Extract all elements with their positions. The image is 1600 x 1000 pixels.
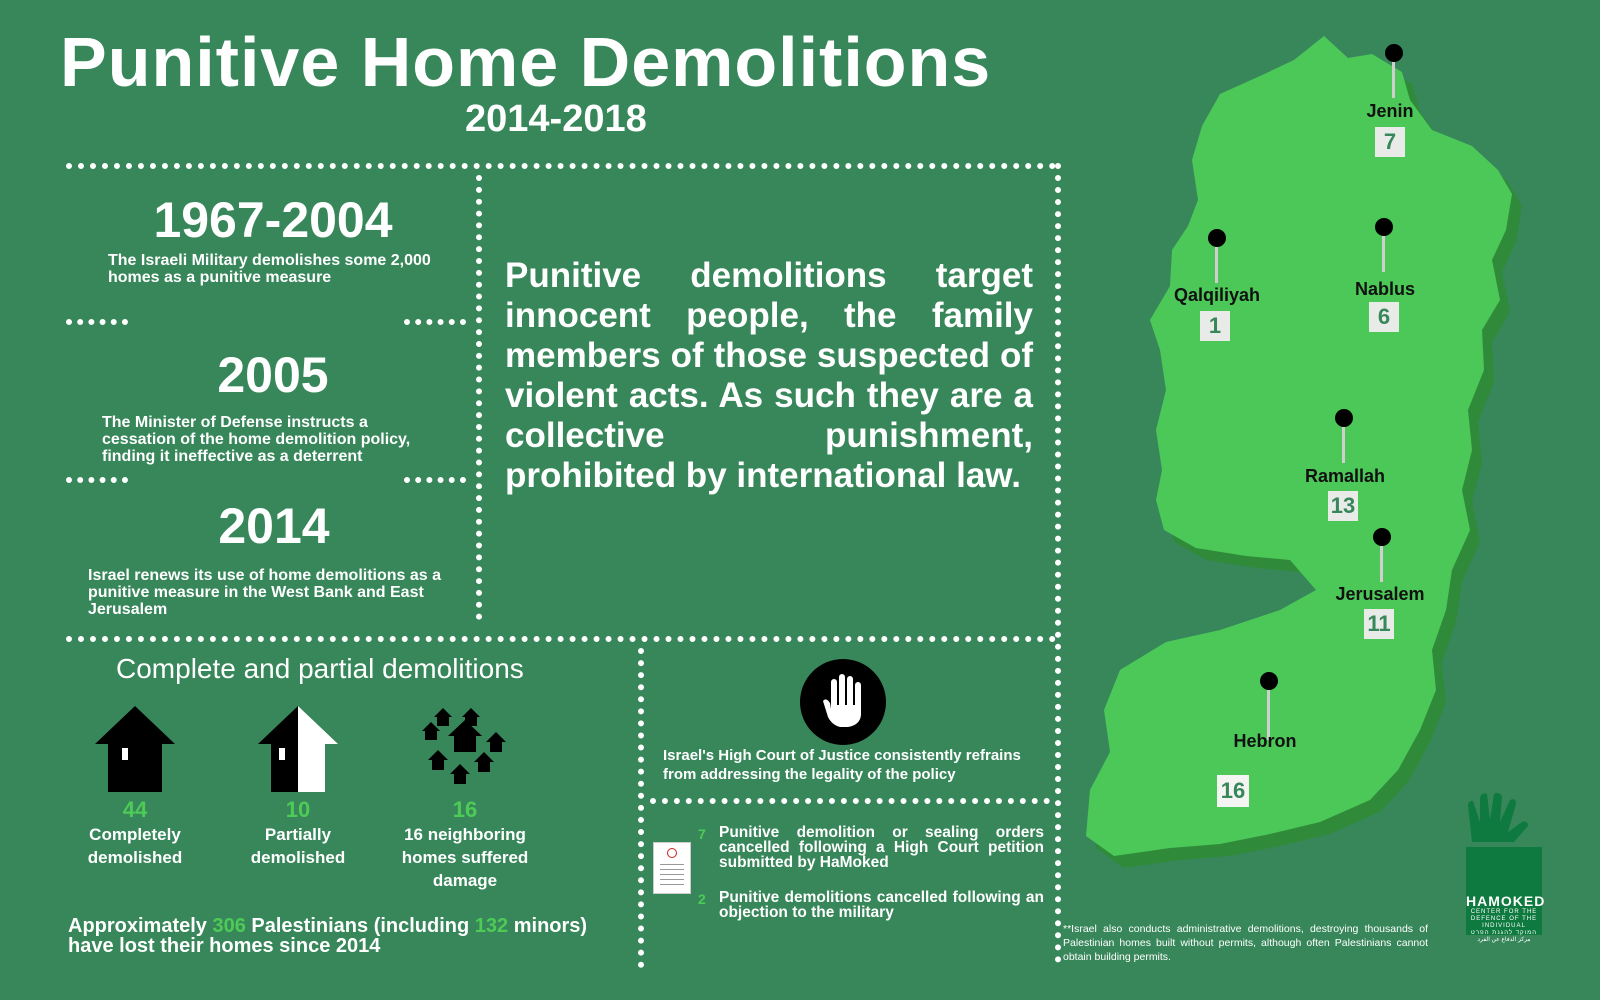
order-text: Punitive demolitions cancelled following an objection to the military (719, 889, 1044, 921)
stop-hand-icon (800, 659, 886, 745)
summary-text: Palestinians (including (245, 915, 475, 937)
document-icon (653, 842, 691, 894)
timeline-text: Israel renews its use of home demolitions as a punitive measure in the West Bank and East Jerusalem (88, 567, 442, 618)
stat-number: 16 (452, 797, 478, 822)
summary-minors: 132 (474, 915, 509, 937)
city-label: Ramallah (1304, 466, 1386, 486)
divider-timeline (476, 175, 482, 620)
pin-icon (1335, 409, 1353, 427)
house-icon (80, 706, 190, 792)
timeline-item (102, 348, 444, 465)
timeline-year: 2005 (217, 347, 329, 403)
city-count: 7 (1375, 127, 1405, 157)
timeline-text: The Israeli Military demolishes some 2,000 homes as a punitive measure (108, 252, 431, 286)
stat-complete (80, 706, 190, 869)
page-title: Punitive Home Demolitions (60, 23, 992, 101)
city-label: Jenin (1366, 101, 1414, 121)
map-pin (1375, 218, 1405, 272)
map-pin (1335, 409, 1365, 463)
timeline-text: The Minister of Defense instructs a cessation of the home demolition policy, finding it ineffective as a deterrent (102, 414, 411, 465)
stat-neighboring (398, 706, 532, 892)
map-pin (1385, 44, 1415, 98)
pin-icon (1373, 528, 1391, 546)
city-count: 6 (1369, 302, 1399, 332)
summary-palestinians: 306 (212, 915, 246, 937)
order-text: Punitive demolition or sealing orders cancelled following a High Court petition submitted by HaMoked (719, 824, 1044, 871)
map-pin (1208, 229, 1238, 283)
logo-hebrew: המוקד להגנת הפרט (1470, 930, 1538, 936)
hamoked-logo (1466, 792, 1546, 943)
demolitions-title: Complete and partial demolitions (116, 653, 524, 684)
divider-bottom (638, 648, 644, 968)
map-pin (1373, 528, 1403, 582)
logo-arabic: مركز الدفاع عن الفرد (1477, 937, 1531, 943)
logo-tagline: CENTER FOR THE DEFENCE OF THE INDIVIDUAL (1470, 909, 1538, 929)
city-label: Qalqiliyah (1173, 285, 1261, 305)
city-count: 13 (1328, 491, 1358, 521)
timeline-item (88, 499, 460, 618)
page-subtitle: 2014-2018 (465, 98, 647, 140)
stat-partial (243, 706, 353, 869)
city-label: Nablus (1354, 279, 1415, 299)
divider-tl-2a (66, 477, 128, 483)
footnote: **Israel also conducts administrative demolitions, destroying thousands of Palestinian homes built without permits, although often Palestinians cannot obtain building permits. (1063, 923, 1428, 963)
logo-name: HAMOKED (1466, 893, 1546, 909)
divider-tl-2b (404, 477, 466, 483)
divider-top (66, 163, 1056, 169)
house-cluster-icon (398, 706, 532, 792)
stat-label: 16 neighboring homes suffered damage (401, 825, 529, 890)
city-count: 11 (1364, 609, 1394, 639)
summary-note (68, 916, 587, 956)
stat-number: 44 (122, 797, 148, 822)
city-label: Jerusalem (1335, 584, 1425, 604)
hand-logo-icon (1466, 792, 1542, 844)
city-count: 1 (1200, 311, 1230, 341)
summary-text: have lost their homes since 2014 (68, 935, 381, 957)
divider-right (1055, 163, 1061, 963)
pin-icon (1260, 672, 1278, 690)
divider-court (650, 798, 1050, 804)
divider-tl-1b (404, 319, 466, 325)
map-pin (1260, 672, 1290, 740)
divider-tl-1a (66, 319, 128, 325)
timeline-year: 2014 (218, 498, 330, 554)
pin-icon (1385, 44, 1403, 62)
summary-text: Approximately (68, 915, 213, 937)
divider-middle (66, 636, 1056, 642)
city-count: 16 (1217, 775, 1249, 807)
order-number: 2 (698, 891, 706, 907)
stat-number: 10 (285, 797, 311, 822)
west-bank-map (1080, 30, 1550, 890)
timeline-year: 1967-2004 (153, 192, 393, 248)
city-label: Hebron (1233, 731, 1297, 751)
stat-label: Completely demolished (87, 825, 183, 867)
order-number: 7 (698, 826, 706, 842)
summary-text: minors) (508, 915, 588, 937)
pin-icon (1208, 229, 1226, 247)
main-quote: Punitive demolitions target innocent people, the family members of those suspected of violent acts. As such they are a collective punishment, prohibited by international law. (505, 256, 1033, 495)
pin-icon (1375, 218, 1393, 236)
stat-label: Partially demolished (250, 825, 346, 867)
timeline-item (108, 193, 438, 286)
court-text: Israel's High Court of Justice consistently refrains from addressing the legality of the policy (663, 747, 1021, 783)
half-house-icon (243, 706, 353, 792)
